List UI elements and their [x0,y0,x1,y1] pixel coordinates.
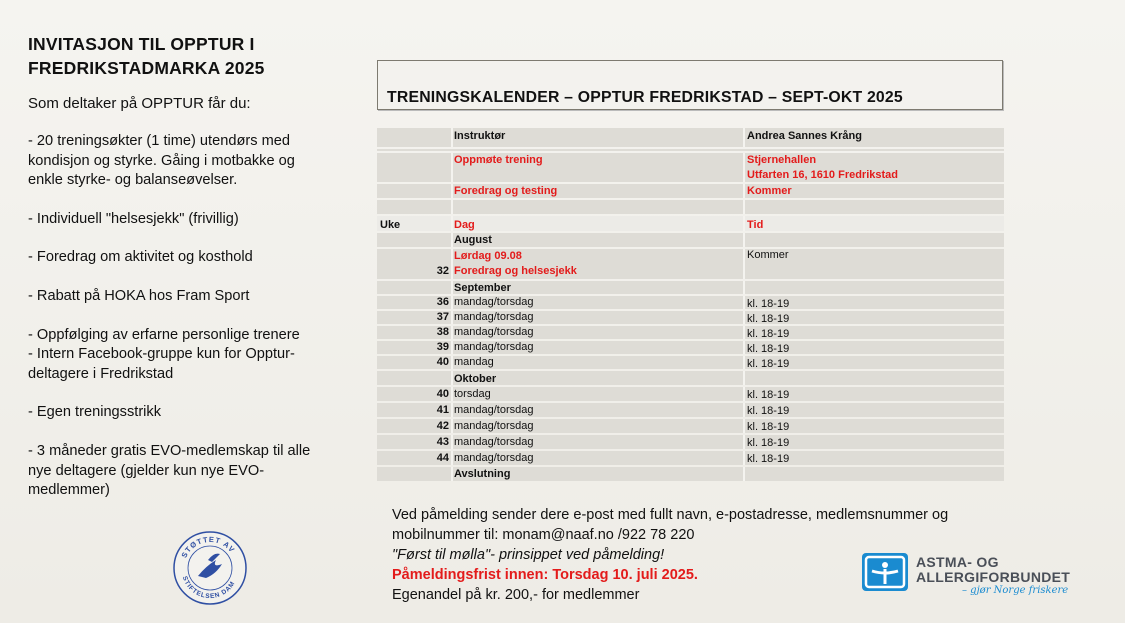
table-row [377,419,1004,433]
benefit-item: - Intern Facebook-gruppe kun for Opptur-deltagere i Fredrikstad [28,346,295,382]
training-time: kl. 18-19 [743,387,1004,401]
table-row [377,311,1004,324]
training-day: mandag/torsdag [451,403,743,417]
month-september: September [451,281,743,294]
event-date: Lørdag 09.08 [454,250,522,262]
table-row [377,467,1004,481]
table-row [377,403,1004,417]
meet-label: Oppmøte trening [451,153,743,182]
col-day: Dag [451,216,743,231]
instructor-label: Instruktør [451,128,743,147]
meet-address: Utfarten 16, 1610 Fredrikstad [747,169,899,181]
registration-line: Ved påmelding sender dere e-post med fullt navn, e-postadresse, medlemsnummer og [392,507,949,523]
table-row [377,128,1004,147]
invitation-panel [28,32,328,520]
lecture-value: Kommer [743,184,1004,198]
instructor-value: Andrea Sannes Krång [743,128,1004,147]
training-time: kl. 18-19 [743,311,1004,324]
logo-name-line-1: ASTMA- OG [916,554,999,570]
astma-allergiforbundet-logo [862,553,1092,603]
week-number: 37 [436,311,449,323]
month-august: August [451,233,743,247]
meet-location [743,153,1004,182]
benefit-item: - Egen treningsstrikk [28,404,162,421]
table-row [377,451,1004,465]
training-time: kl. 18-19 [743,356,1004,369]
week-number: 39 [436,341,449,353]
first-come-note: "Først til mølla"- prinsippet ved påmelding! [392,547,665,563]
training-calendar-table [377,128,1004,483]
logo-mark-icon [862,553,908,591]
training-day: mandag/torsdag [451,419,743,433]
training-time: kl. 18-19 [743,341,1004,354]
training-time: kl. 18-19 [743,296,1004,309]
week-number: 36 [436,296,449,308]
week-number: 40 [436,356,449,368]
title-line-1: INVITASJON TIL OPPTUR I [28,34,255,54]
training-day: mandag/torsdag [451,311,743,324]
table-row [377,435,1004,449]
training-time: kl. 18-19 [743,326,1004,339]
training-day: mandag/torsdag [451,435,743,449]
table-header-row [377,216,1004,231]
calendar-title: TRENINGSKALENDER – OPPTUR FREDRIKSTAD – SEPT-OKT 2025 [387,89,903,106]
benefit-item: - Rabatt på HOKA hos Fram Sport [28,287,250,304]
closing-session: Avslutning [451,467,743,481]
member-fee: Egenandel på kr. 200,- for medlemmer [392,587,640,603]
table-row [377,153,1004,182]
calendar-header [377,60,1003,110]
table-row [377,341,1004,354]
logo-name-line-2: ALLERGIFORBUNDET [916,569,1071,585]
month-row [377,371,1004,385]
benefit-item: - Individuell "helsesjekk" (frivillig) [28,210,239,227]
training-time: kl. 18-19 [743,403,1004,417]
training-day: torsdag [451,387,743,401]
benefit-item: - 3 måneder gratis EVO-medlemskap til alle nye deltagere (gjelder kun nye EVO-medlemmer) [28,442,311,499]
week-number: 32 [436,265,449,277]
stiftelsen-dam-seal-icon [172,530,248,606]
table-row [377,387,1004,401]
col-time: Tid [743,216,1004,231]
benefit-item: - Foredrag om aktivitet og kosthold [28,249,253,266]
week-number: 42 [436,420,449,432]
training-time: kl. 18-19 [743,419,1004,433]
seal-top-text: STØTTET AV [179,534,237,560]
august-event [451,249,743,279]
training-day: mandag [451,356,743,369]
training-day: mandag/torsdag [451,451,743,465]
seal-bottom-text: STIFTELSEN DAM [180,575,237,601]
event-name: Foredrag og helsesjekk [454,265,577,277]
week-number: 44 [436,452,449,464]
table-row [377,296,1004,309]
logo-name [916,555,1070,585]
week-number: 40 [436,388,449,400]
table-row [377,184,1004,198]
title-line-2: FREDRIKSTADMARKA 2025 [28,58,265,78]
table-row [377,356,1004,369]
benefit-item: - Oppfølging av erfarne personlige trenere [28,326,300,343]
event-time: Kommer [743,249,1004,279]
week-number: 38 [436,326,449,338]
lecture-label: Foredrag og testing [451,184,743,198]
invitation-title [28,32,328,80]
benefit-item: - 20 treningsøkter (1 time) utendørs med kondisjon og styrke. Gåing i motbakke og enkle styrke- og balanseøvelser. [28,133,295,189]
training-day: mandag/torsdag [451,296,743,309]
intro-text: Som deltaker på OPPTUR får du: [28,95,251,112]
logo-tagline: – gjør Norge friskere [962,585,1069,596]
month-row [377,281,1004,294]
registration-deadline: Påmeldingsfrist innen: Torsdag 10. juli 2025. [392,567,698,583]
col-week: Uke [380,219,401,231]
training-day: mandag/torsdag [451,326,743,339]
training-time: kl. 18-19 [743,435,1004,449]
week-number: 41 [436,404,449,416]
month-row [377,233,1004,247]
month-october: Oktober [451,371,743,385]
week-number: 43 [436,436,449,448]
meet-venue: Stjernehallen [747,154,817,166]
table-row [377,249,1004,279]
registration-contact: mobilnummer til: monam@naaf.no /922 78 220 [392,527,695,543]
training-time: kl. 18-19 [743,451,1004,465]
training-day: mandag/torsdag [451,341,743,354]
table-row [377,326,1004,339]
